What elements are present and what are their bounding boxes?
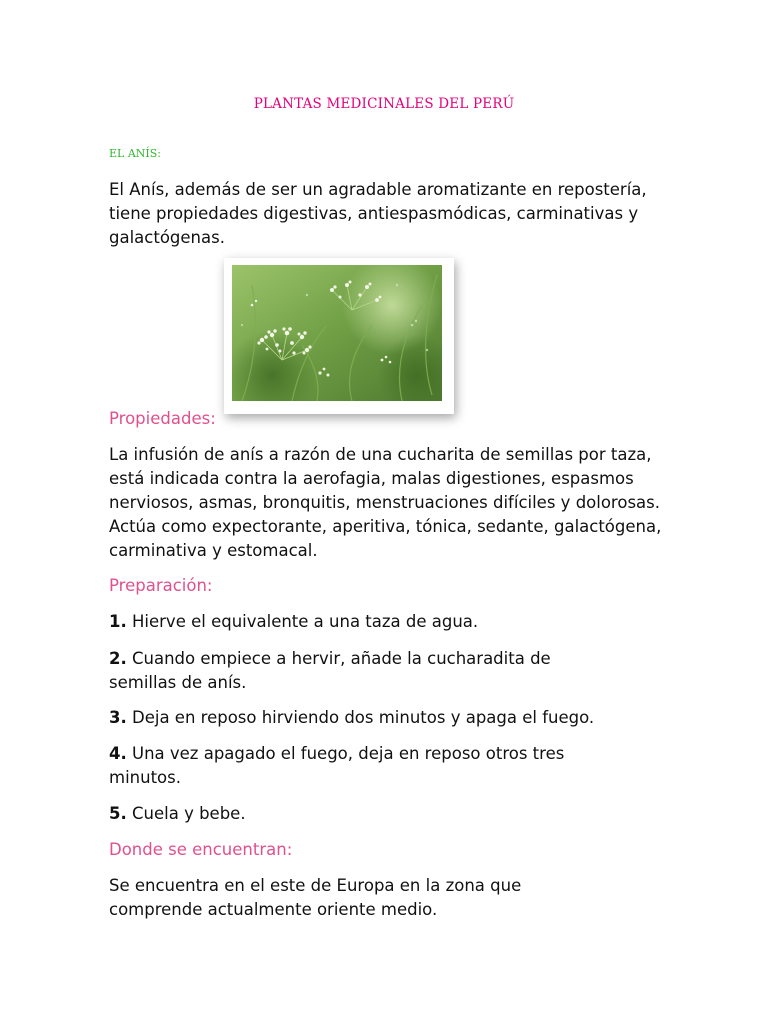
step-number: 3.: [109, 708, 127, 727]
step-text: Cuando empiece a hervir, añade la cucharadita de semillas de anís.: [109, 649, 551, 692]
donde-paragraph: Se encuentra en el este de Europa en la zona que comprende actualmente oriente medio.: [109, 876, 522, 919]
step-number: 1.: [109, 612, 127, 631]
step-item: [109, 802, 669, 826]
step-item: [109, 706, 669, 730]
intro-paragraph: El Anís, además de ser un agradable aromatizante en repostería, tiene propiedades digestivas, antiespasmódicas, carminativas y galactógenas.: [109, 180, 647, 247]
step-number: 4.: [109, 744, 127, 763]
step-text: Cuela y bebe.: [132, 804, 246, 823]
photo-frame: [224, 258, 454, 414]
page-title: PLANTAS MEDICINALES DEL PERÚ: [253, 96, 515, 112]
step-item: [109, 742, 629, 790]
step-item: [109, 610, 669, 634]
preparacion-heading: Preparación:: [109, 576, 213, 595]
step-text: Deja en reposo hirviendo dos minutos y apaga el fuego.: [132, 708, 595, 727]
step-number: 5.: [109, 804, 127, 823]
step-item: [109, 647, 609, 695]
plant-subtitle: EL ANÍS:: [109, 147, 161, 160]
step-number: 2.: [109, 649, 127, 668]
donde-heading: Donde se encuentran:: [109, 840, 293, 859]
propiedades-paragraph: La infusión de anís a razón de una cucharita de semillas por taza, está indicada contra la aerofagia, malas digestiones, espasmos nerviosos, asmas, bronquitis, menstruaciones difíciles y dolorosas. Actúa como expectorante, aperitiva, tónica, sedante, galactógena, carminativa y estomacal.: [109, 445, 662, 560]
step-text: Una vez apagado el fuego, deja en reposo otros tres minutos.: [109, 744, 565, 787]
anise-plant-photo: [232, 265, 442, 401]
step-text: Hierve el equivalente a una taza de agua.: [132, 612, 479, 631]
propiedades-heading: Propiedades:: [109, 409, 216, 428]
